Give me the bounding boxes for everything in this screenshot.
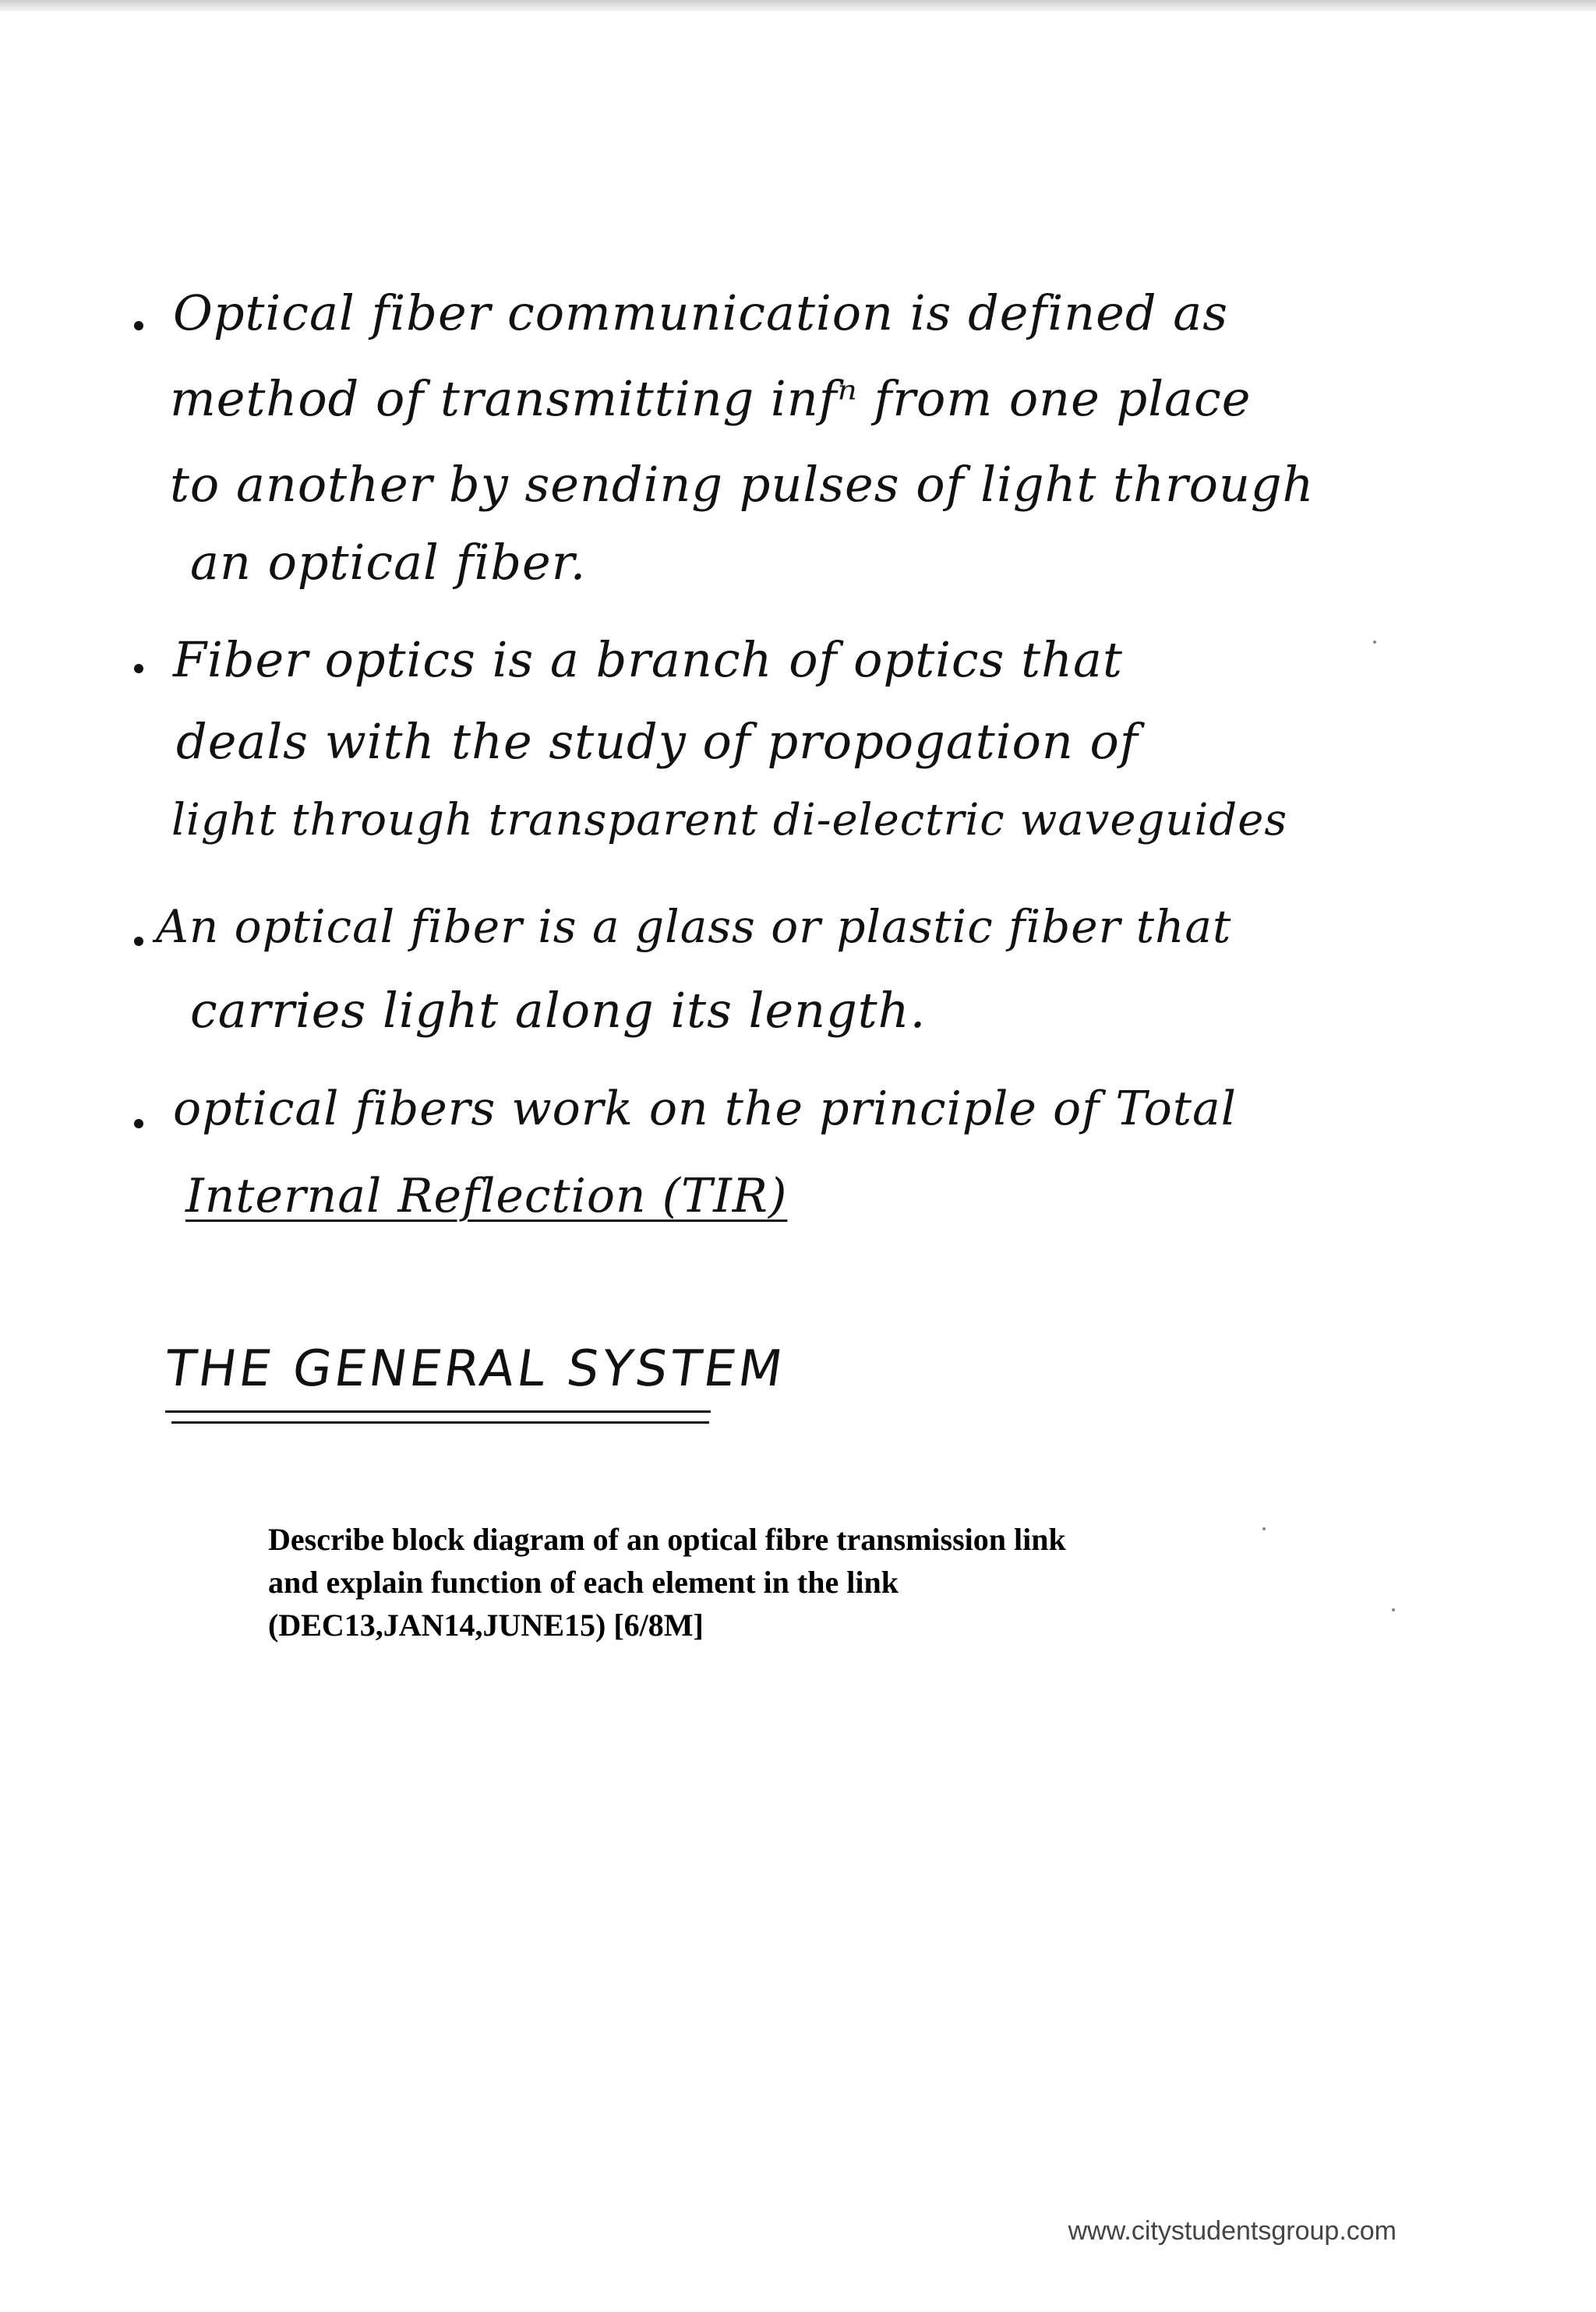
note-line: optical fibers work on the principle of Total	[173, 1082, 1237, 1136]
bullet-dot	[134, 321, 143, 330]
scan-speck	[1262, 1527, 1266, 1530]
scan-speck	[1392, 1608, 1395, 1611]
note-line: method of transmitting infⁿ from one place	[170, 370, 1252, 427]
section-heading	[161, 1340, 789, 1398]
note-line: light through transparent di-electric waveguides	[171, 795, 1288, 845]
note-line: deals with the study of propogation of	[176, 713, 1139, 770]
note-line: Optical fiber communication is defined as	[173, 284, 1229, 341]
question-line: (DEC13,JAN14,JUNE15) [6/8M]	[268, 1608, 704, 1643]
scan-speck	[1373, 641, 1376, 644]
scan-top-edge	[0, 0, 1596, 11]
bullet-dot	[134, 664, 143, 673]
question-line: Describe block diagram of an optical fibre transmission link	[268, 1522, 1066, 1557]
note-line: An optical fiber is a glass or plastic fiber that	[156, 900, 1232, 953]
note-line: Fiber optics is a branch of optics that	[173, 631, 1123, 688]
question-line: and explain function of each element in the link	[268, 1565, 899, 1600]
note-line: an optical fiber.	[190, 534, 587, 591]
printed-question	[268, 1518, 1281, 1647]
footer-website: www.citystudentsgroup.com	[1068, 2216, 1396, 2246]
bullet-dot	[134, 937, 143, 946]
note-line: carries light along its length.	[190, 982, 927, 1039]
note-line: to another by sending pulses of light through	[170, 456, 1315, 513]
bullet-dot	[134, 1119, 143, 1128]
section-heading-text: THE GENERAL SYSTEM	[161, 1340, 789, 1398]
heading-underline	[171, 1421, 709, 1424]
note-line: Internal Reflection (TIR)	[185, 1169, 788, 1223]
heading-underline	[165, 1410, 711, 1413]
